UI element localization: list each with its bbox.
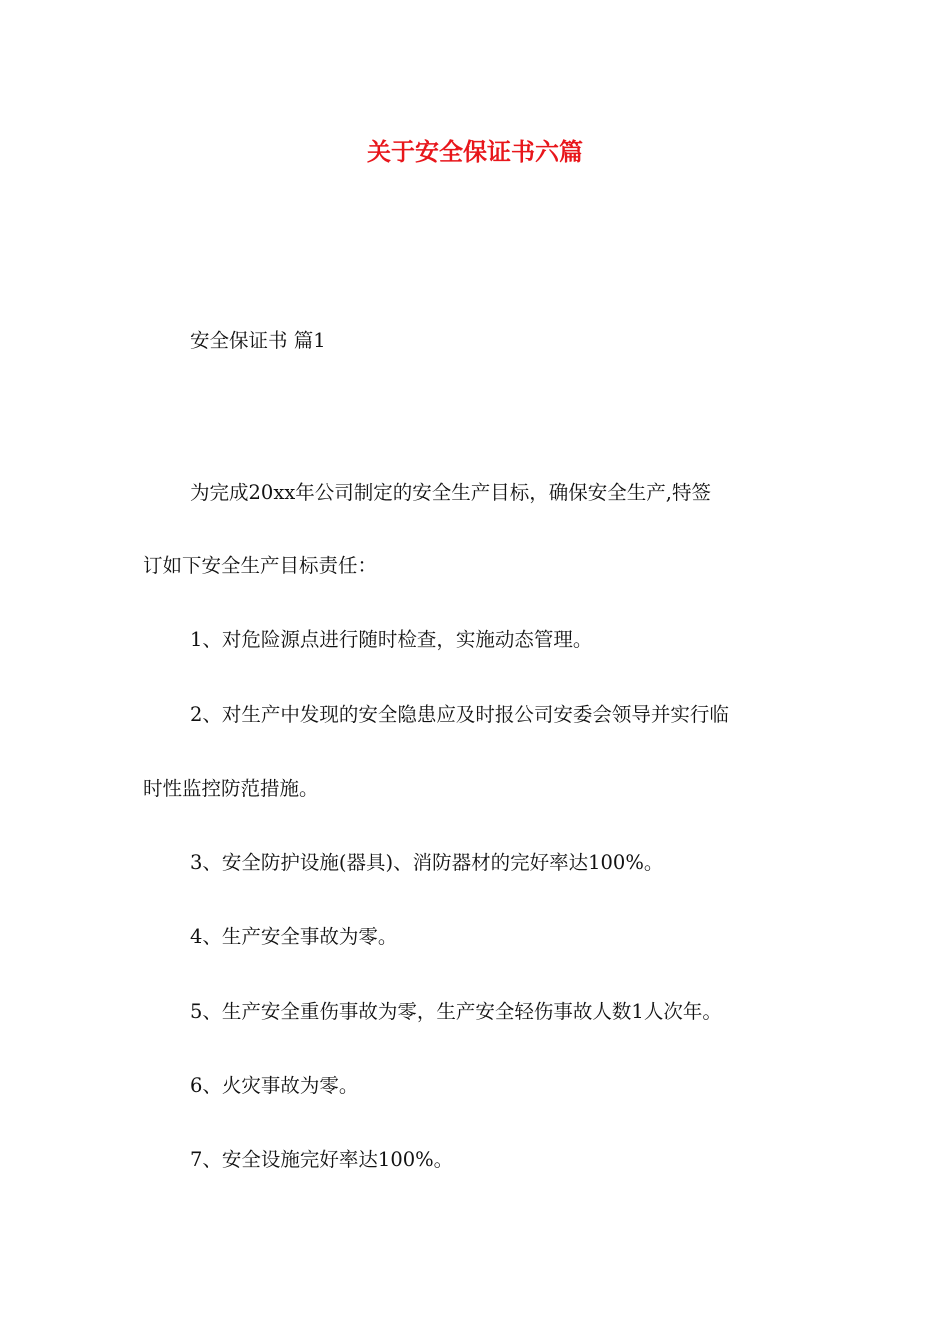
list-item: 6、火灾事故为零。 xyxy=(190,1074,359,1097)
document-title: 关于安全保证书六篇 xyxy=(367,138,583,166)
list-item: 2、对生产中发现的安全隐患应及时报公司安委会领导并实行临 xyxy=(190,703,729,726)
paragraph-line: 订如下安全生产目标责任： xyxy=(143,554,378,577)
paragraph-line: 时性监控防范措施。 xyxy=(143,777,319,800)
section-heading: 安全保证书 篇1 xyxy=(190,329,326,352)
list-item: 3、安全防护设施(器具)、消防器材的完好率达100%。 xyxy=(190,851,664,874)
list-item: 1、对危险源点进行随时检查，实施动态管理。 xyxy=(190,628,593,651)
paragraph-line: 为完成20xx年公司制定的安全生产目标，确保安全生产,特签 xyxy=(190,481,712,504)
list-item: 7、安全设施完好率达100%。 xyxy=(190,1148,454,1171)
list-item: 5、生产安全重伤事故为零，生产安全轻伤事故人数1人次年。 xyxy=(190,1000,722,1023)
list-item: 4、生产安全事故为零。 xyxy=(190,925,398,948)
